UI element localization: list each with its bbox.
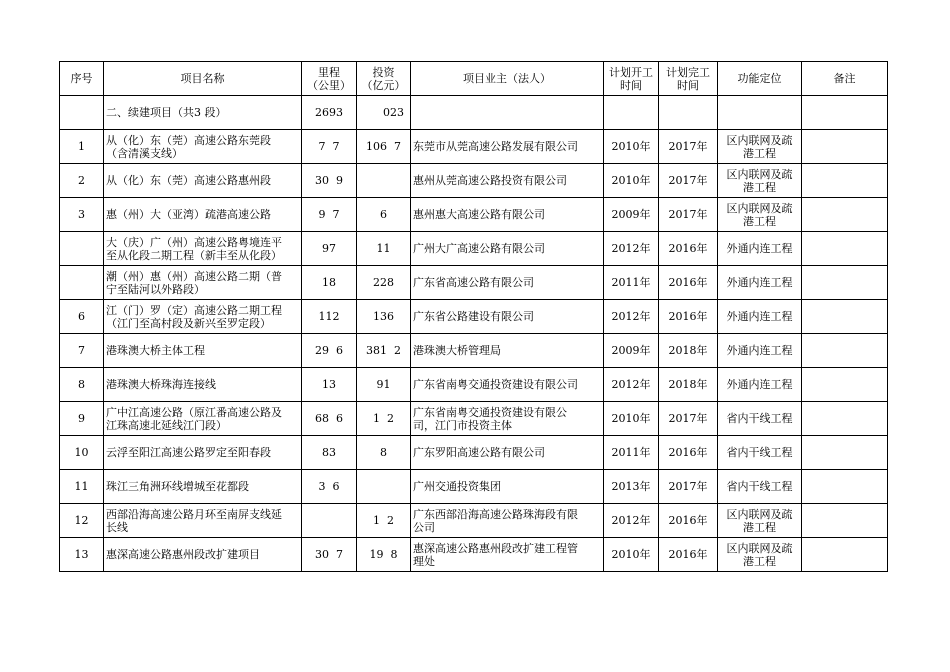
table-row [60, 504, 888, 538]
owner-line: 东莞市从莞高速公路发展有限公司 [413, 140, 578, 153]
mileage: 18 [302, 266, 357, 300]
function [718, 538, 802, 572]
owner [411, 300, 604, 334]
remark [802, 232, 888, 266]
project-table [59, 61, 888, 572]
project-name-line: （含清溪支线） [106, 146, 183, 160]
end-year: 2016年 [659, 436, 718, 470]
owner [411, 368, 604, 402]
remark [802, 164, 888, 198]
header-start [604, 62, 659, 96]
table-row [60, 130, 888, 164]
owner-line: 广东罗阳高速公路有限公司 [413, 446, 545, 459]
section-function-cell [718, 96, 802, 130]
row-no: 10 [60, 436, 104, 470]
row-no: 9 [60, 402, 104, 436]
header-invest [357, 62, 411, 96]
end-year: 2018年 [659, 368, 718, 402]
function [718, 130, 802, 164]
table-row [60, 470, 888, 504]
row-no: 12 [60, 504, 104, 538]
remark [802, 538, 888, 572]
investment: 1 2 [357, 504, 411, 538]
header-end [659, 62, 718, 96]
header-start-line1: 计划开工 [609, 65, 653, 79]
function-line: 区内联网及疏 [726, 507, 793, 521]
mileage: 112 [302, 300, 357, 334]
remark [802, 198, 888, 232]
owner [411, 538, 604, 572]
project-name [104, 130, 302, 164]
start-year: 2010年 [604, 402, 659, 436]
table-row [60, 266, 888, 300]
owner-line: 广东西部沿海高速公路珠海段有限 [413, 507, 578, 521]
header-no: 序号 [60, 62, 104, 96]
start-year: 2012年 [604, 232, 659, 266]
remark [802, 266, 888, 300]
owner [411, 130, 604, 164]
project-name-line: 大（庆）广（州）高速公路粤境连平 [106, 235, 282, 249]
remark [802, 300, 888, 334]
header-invest-line1: 投资 [372, 65, 395, 79]
owner [411, 232, 604, 266]
mileage: 9 7 [302, 198, 357, 232]
row-no: 7 [60, 334, 104, 368]
function-line: 港工程 [743, 180, 776, 194]
function-line: 外通内连工程 [726, 242, 793, 255]
function-line: 区内联网及疏 [726, 167, 793, 181]
project-name-line: 港珠澳大桥珠海连接线 [106, 378, 216, 391]
function [718, 368, 802, 402]
section-end-cell [659, 96, 718, 130]
section-row [60, 96, 888, 130]
project-name [104, 266, 302, 300]
investment [357, 164, 411, 198]
function [718, 232, 802, 266]
end-year: 2017年 [659, 470, 718, 504]
function-line: 区内联网及疏 [726, 541, 793, 555]
row-no: 3 [60, 198, 104, 232]
project-name-line: 潮（州）惠（州）高速公路二期（普 [106, 269, 282, 283]
project-name-line: 长线 [106, 520, 128, 534]
function-line: 区内联网及疏 [726, 133, 793, 147]
project-name-line: 江珠高速北延线江门段） [106, 418, 227, 432]
function [718, 470, 802, 504]
owner-line: 惠州惠大高速公路有限公司 [413, 208, 545, 221]
investment: 6 [357, 198, 411, 232]
function-line: 港工程 [743, 520, 776, 534]
remark [802, 436, 888, 470]
header-start-line2: 时间 [620, 78, 642, 92]
function [718, 334, 802, 368]
function-line: 外通内连工程 [726, 276, 793, 289]
remark [802, 130, 888, 164]
owner [411, 504, 604, 538]
start-year: 2013年 [604, 470, 659, 504]
row-no [60, 266, 104, 300]
investment: 228 [357, 266, 411, 300]
table-row [60, 232, 888, 266]
table-row [60, 164, 888, 198]
end-year: 2018年 [659, 334, 718, 368]
project-name [104, 436, 302, 470]
start-year: 2010年 [604, 164, 659, 198]
end-year: 2017年 [659, 130, 718, 164]
section-remark-cell [802, 96, 888, 130]
mileage: 7 7 [302, 130, 357, 164]
start-year: 2012年 [604, 368, 659, 402]
investment: 19 8 [357, 538, 411, 572]
remark [802, 334, 888, 368]
owner-line: 广东省南粤交通投资建设有限公司 [413, 378, 578, 391]
section-label: 二、续建项目（共3 段） [104, 96, 302, 130]
mileage: 83 [302, 436, 357, 470]
project-name [104, 504, 302, 538]
investment: 381 2 [357, 334, 411, 368]
row-no: 13 [60, 538, 104, 572]
end-year: 2016年 [659, 232, 718, 266]
table-row [60, 402, 888, 436]
header-invest-line2: （亿元） [361, 78, 406, 92]
owner-line: 惠深高速公路惠州段改扩建工程管 [413, 541, 578, 555]
investment: 1 2 [357, 402, 411, 436]
project-name [104, 470, 302, 504]
remark [802, 470, 888, 504]
project-name-line: 宁至陆河以外路段） [106, 282, 205, 296]
owner-line: 广东省南粤交通投资建设有限公 [413, 405, 567, 419]
function [718, 436, 802, 470]
end-year: 2017年 [659, 198, 718, 232]
header-owner: 项目业主（法人） [411, 62, 604, 96]
owner [411, 402, 604, 436]
function-line: 省内干线工程 [726, 412, 793, 425]
mileage: 13 [302, 368, 357, 402]
function [718, 402, 802, 436]
end-year: 2016年 [659, 266, 718, 300]
end-year: 2017年 [659, 402, 718, 436]
investment: 136 [357, 300, 411, 334]
owner [411, 436, 604, 470]
section-start-cell [604, 96, 659, 130]
mileage: 30 9 [302, 164, 357, 198]
project-name [104, 334, 302, 368]
table-row [60, 368, 888, 402]
row-no: 8 [60, 368, 104, 402]
table-row [60, 538, 888, 572]
project-name-line: 江（门）罗（定）高速公路二期工程 [106, 303, 282, 317]
project-name [104, 232, 302, 266]
project-name-line: 珠江三角洲环线增城至花都段 [106, 480, 249, 493]
project-name-line: 西部沿海高速公路月环至南屏支线延 [106, 507, 282, 521]
section-invest: 023 [357, 96, 411, 130]
mileage: 68 6 [302, 402, 357, 436]
table-row [60, 334, 888, 368]
start-year: 2012年 [604, 504, 659, 538]
header-remark: 备注 [802, 62, 888, 96]
start-year: 2011年 [604, 436, 659, 470]
project-name [104, 300, 302, 334]
project-name-line: 惠深高速公路惠州段改扩建项目 [106, 548, 260, 561]
investment: 106 7 [357, 130, 411, 164]
owner-line: 司，江门市投资主体 [413, 418, 512, 432]
remark [802, 402, 888, 436]
row-no [60, 232, 104, 266]
mileage: 30 7 [302, 538, 357, 572]
owner [411, 266, 604, 300]
start-year: 2012年 [604, 300, 659, 334]
owner-line: 公司 [413, 520, 435, 534]
remark [802, 504, 888, 538]
section-owner-cell [411, 96, 604, 130]
header-row [60, 62, 888, 96]
row-no: 6 [60, 300, 104, 334]
function-line: 区内联网及疏 [726, 201, 793, 215]
function [718, 164, 802, 198]
project-name-line: 从（化）东（莞）高速公路东莞段 [106, 133, 271, 147]
function-line: 省内干线工程 [726, 446, 793, 459]
header-mileage-line2: （公里） [307, 78, 351, 92]
header-mileage [302, 62, 357, 96]
header-end-line2: 时间 [677, 78, 699, 92]
project-name-line: 至从化段二期工程（新丰至从化段） [106, 248, 282, 262]
function-line: 外通内连工程 [726, 310, 793, 323]
function-line: 外通内连工程 [726, 344, 793, 357]
table-row [60, 300, 888, 334]
section-no-cell [60, 96, 104, 130]
mileage [302, 504, 357, 538]
owner [411, 470, 604, 504]
function-line: 港工程 [743, 554, 776, 568]
owner-line: 广州大广高速公路有限公司 [413, 242, 545, 255]
function-line: 外通内连工程 [726, 378, 793, 391]
end-year: 2016年 [659, 300, 718, 334]
project-name-line: 从（化）东（莞）高速公路惠州段 [106, 174, 271, 187]
investment [357, 470, 411, 504]
mileage: 29 6 [302, 334, 357, 368]
project-name-line: 云浮至阳江高速公路罗定至阳春段 [106, 446, 271, 459]
owner-line: 广东省公路建设有限公司 [413, 310, 534, 323]
project-name-line: 广中江高速公路（原江番高速公路及 [106, 405, 282, 419]
function-line: 省内干线工程 [726, 480, 793, 493]
project-name [104, 538, 302, 572]
function [718, 504, 802, 538]
start-year: 2011年 [604, 266, 659, 300]
table-row [60, 198, 888, 232]
row-no: 11 [60, 470, 104, 504]
owner-line: 理处 [413, 554, 435, 568]
mileage: 3 6 [302, 470, 357, 504]
owner [411, 164, 604, 198]
project-name [104, 402, 302, 436]
remark [802, 368, 888, 402]
table-row [60, 436, 888, 470]
function-line: 港工程 [743, 214, 776, 228]
header-mileage-line1: 里程 [318, 65, 340, 79]
owner [411, 334, 604, 368]
start-year: 2010年 [604, 130, 659, 164]
function-line: 港工程 [743, 146, 776, 160]
investment: 11 [357, 232, 411, 266]
investment: 91 [357, 368, 411, 402]
owner [411, 198, 604, 232]
end-year: 2017年 [659, 164, 718, 198]
owner-line: 广州交通投资集团 [413, 480, 501, 493]
project-name-line: （江门至高村段及新兴至罗定段） [106, 316, 271, 330]
header-name: 项目名称 [104, 62, 302, 96]
function [718, 266, 802, 300]
end-year: 2016年 [659, 504, 718, 538]
header-end-line1: 计划完工 [666, 65, 710, 79]
header-function: 功能定位 [718, 62, 802, 96]
row-no: 1 [60, 130, 104, 164]
function [718, 198, 802, 232]
project-name [104, 164, 302, 198]
start-year: 2009年 [604, 198, 659, 232]
project-name [104, 368, 302, 402]
owner-line: 广东省高速公路有限公司 [413, 276, 534, 289]
owner-line: 港珠澳大桥管理局 [413, 344, 501, 357]
end-year: 2016年 [659, 538, 718, 572]
function [718, 300, 802, 334]
project-name-line: 惠（州）大（亚湾）疏港高速公路 [106, 208, 271, 221]
section-mileage: 2693 [302, 96, 357, 130]
owner-line: 惠州从莞高速公路投资有限公司 [413, 174, 567, 187]
start-year: 2010年 [604, 538, 659, 572]
mileage: 97 [302, 232, 357, 266]
row-no: 2 [60, 164, 104, 198]
start-year: 2009年 [604, 334, 659, 368]
project-name-line: 港珠澳大桥主体工程 [106, 344, 205, 357]
project-name [104, 198, 302, 232]
investment: 8 [357, 436, 411, 470]
